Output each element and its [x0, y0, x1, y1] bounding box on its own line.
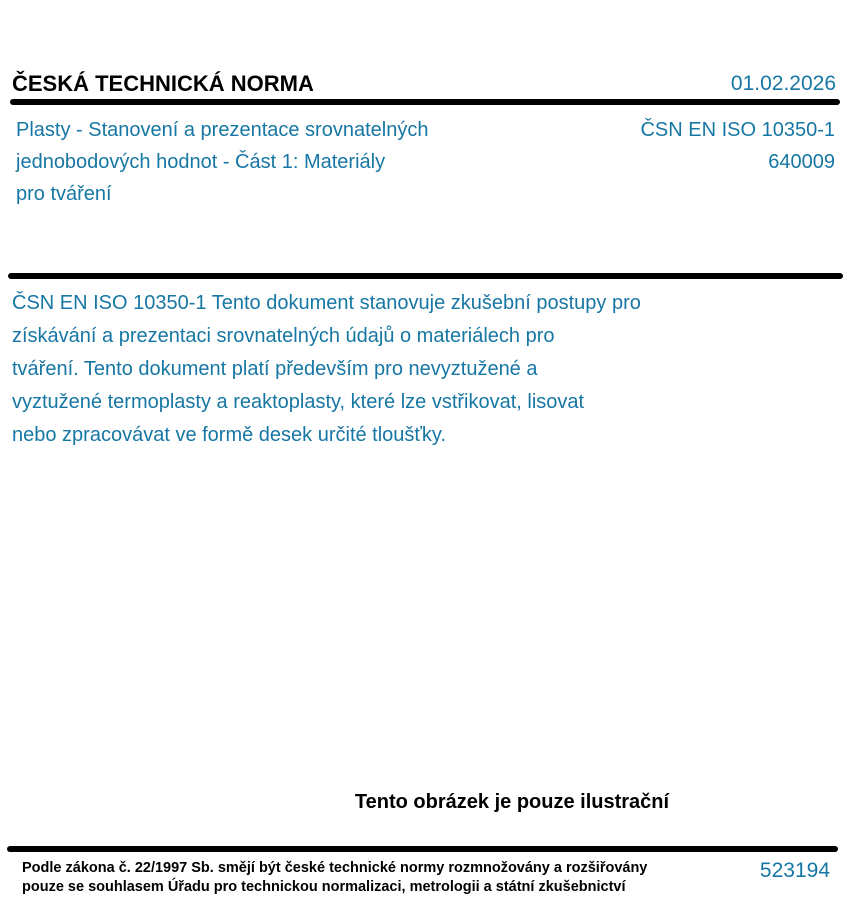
- standard-title-line-1: Plasty - Stanovení a prezentace srovnatelných: [16, 119, 429, 141]
- footer-order-number: 523194: [759, 859, 830, 882]
- abstract-line-2: získávání a prezentaci srovnatelných údajů o materiálech pro: [12, 325, 555, 347]
- page-title: ČESKÁ TECHNICKÁ NORMA: [12, 71, 314, 96]
- footer-legal-text: [22, 859, 647, 896]
- abstract-line-3: tváření. Tento dokument platí především pro nevyztužené a: [12, 358, 538, 380]
- standard-title: [16, 114, 428, 210]
- footer-divider: [7, 846, 838, 852]
- standard-title-line-3: pro tváření: [16, 183, 112, 205]
- abstract-line-1: ČSN EN ISO 10350-1 Tento dokument stanovuje zkušební postupy pro: [12, 292, 641, 314]
- footer-legal-line-1: Podle zákona č. 22/1997 Sb. smějí být české technické normy rozmnožovány a rozšiřovány: [22, 860, 648, 876]
- abstract-line-4: vyztužené termoplasty a reaktoplasty, které lze vstřikovat, lisovat: [12, 391, 585, 413]
- effective-date: 01.02.2026: [730, 72, 836, 95]
- standard-reference: [640, 114, 835, 178]
- footer-legal-line-2: pouze se souhlasem Úřadu pro technickou normalizaci, metrologii a státní zkušebnictví: [22, 878, 626, 895]
- abstract-line-5: nebo zpracovávat ve formě desek určité tloušťky.: [12, 424, 447, 446]
- header-divider: [10, 99, 840, 105]
- illustration-note: Tento obrázek je pouze ilustrační: [354, 791, 670, 813]
- catalog-number: 640009: [768, 151, 835, 173]
- abstract-text: [12, 287, 641, 452]
- standard-title-line-2: jednobodových hodnot - Část 1: Materiály: [16, 151, 386, 173]
- standard-designation: ČSN EN ISO 10350-1: [640, 119, 835, 141]
- section-divider: [8, 273, 843, 279]
